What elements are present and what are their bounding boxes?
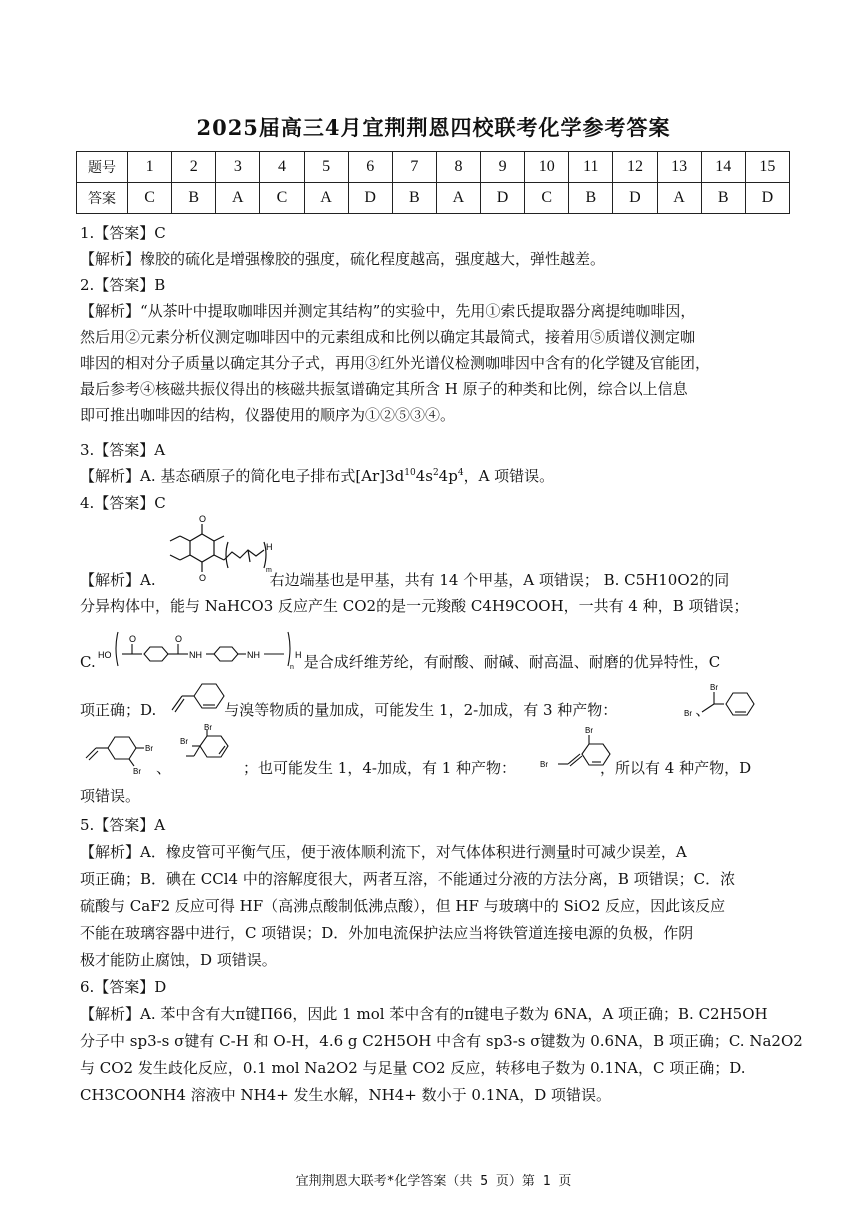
question-number: 11 — [569, 152, 613, 183]
struct-label-nh: NH — [247, 650, 260, 660]
q4-explanation-a — [80, 570, 792, 590]
q6-explanation-line: 分子中 sp3-s σ键有 C-H 和 O-H，4.6 g C2H5OH 中含有 sp3-s σ键数为 0.6NA，B 项正确；C. Na2O2 — [80, 1032, 803, 1050]
answer-cell: A — [436, 183, 480, 214]
q3-text-d: ，A 项错误。 — [463, 467, 555, 485]
q4-text: 【解析】A. — [80, 571, 156, 589]
q4-text: 右边端基也是甲基，共有 14 个甲基，A 项错误； B. C5H10O2的同 — [269, 571, 730, 589]
answer-row — [77, 183, 790, 214]
question-number: 10 — [525, 152, 569, 183]
answer-cell: B — [392, 183, 436, 214]
q3-text-c: 4p — [438, 467, 458, 485]
answer-cell: B — [569, 183, 613, 214]
q3-sup: 4 — [457, 468, 464, 478]
q3-answer: 3.【答案】A — [80, 441, 166, 459]
q1-explanation: 【解析】橡胶的硫化是增强橡胶的强度，硫化程度越高，强度越大，弹性越差。 — [80, 250, 606, 268]
answer-cell: B — [701, 183, 745, 214]
q1-answer: 1.【答案】C — [80, 224, 166, 242]
question-number: 4 — [260, 152, 304, 183]
question-number: 5 — [304, 152, 348, 183]
q4-explanation-d — [80, 700, 792, 720]
q6-explanation-line: CH3COONH4 溶液中 NH4+ 发生水解，NH4+ 数小于 0.1NA，D 项错误。 — [80, 1086, 612, 1104]
q4-text: 与溴等物质的量加成，可能发生 1，2-加成，有 3 种产物： — [224, 701, 618, 719]
q4-text: ，所以有 4 种产物，D — [600, 759, 752, 777]
struct-label-br: Br — [145, 744, 153, 753]
q6-answer: 6.【答案】D — [80, 978, 167, 996]
question-number: 3 — [216, 152, 260, 183]
q2-answer: 2.【答案】B — [80, 276, 166, 294]
question-number: 13 — [657, 152, 701, 183]
answer-cell: B — [172, 183, 216, 214]
struct-label-br: Br — [204, 724, 212, 732]
q5-answer: 5.【答案】A — [80, 816, 166, 834]
q2-explanation-line: 最后参考④核磁共振仪得出的核磁共振氢谱确定其所含 H 原子的种类和比例，综合以上信息 — [80, 380, 688, 398]
answer-cell: D — [348, 183, 392, 214]
q2-explanation-line: 【解析】“从茶叶中提取咖啡因并测定其结构”的实验中，先用①索氏提取器分离提纯咖啡因， — [80, 302, 696, 320]
answer-cell: D — [481, 183, 525, 214]
answer-cell: C — [128, 183, 172, 214]
q3-text-b: 4s — [415, 467, 433, 485]
struct-label-br: Br — [180, 737, 188, 746]
question-number: 14 — [701, 152, 745, 183]
q5-explanation-line: 不能在玻璃容器中进行，C 项错误；D．外加电流保护法应当将铁管道连接电源的负极，作阴 — [80, 924, 694, 942]
struct-label-nh: NH — [189, 650, 202, 660]
answer-cell: A — [657, 183, 701, 214]
struct-label-br: Br — [684, 709, 692, 718]
question-number: 12 — [613, 152, 657, 183]
q3-sup: 2 — [432, 468, 439, 478]
q4-text: ；也可能发生 1，4-加成，有 1 种产物： — [243, 759, 517, 777]
q4-explanation-c — [80, 652, 792, 672]
q4-text: 、 — [695, 701, 711, 719]
q4-text: 项正确；D. — [80, 701, 157, 719]
row-label-answer: 答案 — [77, 183, 128, 214]
struct-label-br: Br — [540, 760, 548, 769]
q4-explanation-b: 分异构体中，能与 NaHCO3 反应产生 CO2的是一元羧酸 C4H9COOH，一共有 4 种，B 项错误； — [80, 597, 749, 615]
q4-text: 是合成纤维芳纶，有耐酸、耐碱、耐高温、耐磨的优异特性，C — [303, 653, 721, 671]
question-number: 1 — [128, 152, 172, 183]
q5-explanation-line: 硫酸与 CaF2 反应可得 HF（高沸点酸制低沸点酸），但 HF 与玻璃中的 SiO2 反应，因此该反应 — [80, 897, 726, 915]
struct-label-n: n — [290, 664, 294, 671]
q6-explanation-line: 【解析】A. 苯中含有大π键Π66，因此 1 mol 苯中含有的π键电子数为 6NA，A 项正确；B. C2H5OH — [80, 1005, 768, 1023]
q4-explanation-e — [80, 758, 792, 778]
struct-label-h: H — [266, 542, 273, 552]
answer-cell: D — [745, 183, 789, 214]
struct-label-o: O — [129, 634, 137, 644]
q6-explanation-line: 与 CO2 发生歧化反应，0.1 mol Na2O2 与足量 CO2 反应，转移电子数为 0.1NA，C 项正确；D. — [80, 1059, 746, 1077]
q3-sup: 10 — [404, 468, 416, 478]
question-number: 7 — [392, 152, 436, 183]
struct-label-o: O — [199, 573, 207, 583]
q2-explanation-line: 啡因的相对分子质量以确定其分子式，再用③红外光谱仪检测咖啡因中含有的化学键及官能团， — [80, 354, 711, 372]
answer-cell: A — [216, 183, 260, 214]
q5-explanation-line: 【解析】A．橡皮管可平衡气压，便于液体顺利流下，对气体体积进行测量时可减少误差，A — [80, 843, 687, 861]
question-number: 9 — [481, 152, 525, 183]
page-title: 2025届高三4月宜荆荆恩四校联考化学参考答案 — [196, 115, 671, 140]
q5-explanation-line: 项正确；B．碘在 CCl4 中的溶解度很大，两者互溶，不能通过分液的方法分离，B 项错误；C．浓 — [80, 870, 736, 888]
answer-table — [76, 151, 790, 214]
struct-label-ho: HO — [98, 650, 112, 660]
struct-label-o: O — [199, 514, 207, 524]
question-number: 15 — [745, 152, 789, 183]
q4-text: C. — [80, 653, 96, 671]
page-footer: 宜荆荆恩大联考*化学答案（共 5 页）第 1 页 — [295, 1174, 572, 1189]
struct-label-br: Br — [585, 726, 593, 735]
answer-cell: A — [304, 183, 348, 214]
struct-label-br: Br — [133, 767, 141, 776]
struct-label-o: O — [175, 634, 183, 644]
q4-text: 、 — [156, 759, 172, 777]
question-number: 8 — [436, 152, 480, 183]
q5-explanation-line: 极才能防止腐蚀，D 项错误。 — [80, 951, 277, 969]
answer-cell: D — [613, 183, 657, 214]
question-number: 2 — [172, 152, 216, 183]
question-number: 6 — [348, 152, 392, 183]
struct-label-br: Br — [710, 683, 718, 692]
row-label-question: 题号 — [77, 152, 128, 183]
answer-cell: C — [525, 183, 569, 214]
q3-text-a: 【解析】A. 基态硒原子的简化电子排布式[Ar]3d — [80, 467, 405, 485]
q2-explanation-line: 然后用②元素分析仪测定咖啡因中的元素组成和比例以确定其最简式，接着用⑤质谱仪测定咖 — [80, 328, 696, 346]
q3-explanation — [80, 466, 792, 486]
answer-cell: C — [260, 183, 304, 214]
question-number-row — [77, 152, 790, 183]
struct-label-m: m — [266, 567, 272, 574]
q4-answer: 4.【答案】C — [80, 494, 166, 512]
q4-explanation-f: 项错误。 — [80, 787, 141, 805]
q2-explanation-line: 即可推出咖啡因的结构，仪器使用的顺序为①②⑤③④。 — [80, 406, 456, 424]
struct-label-h: H — [295, 650, 302, 660]
